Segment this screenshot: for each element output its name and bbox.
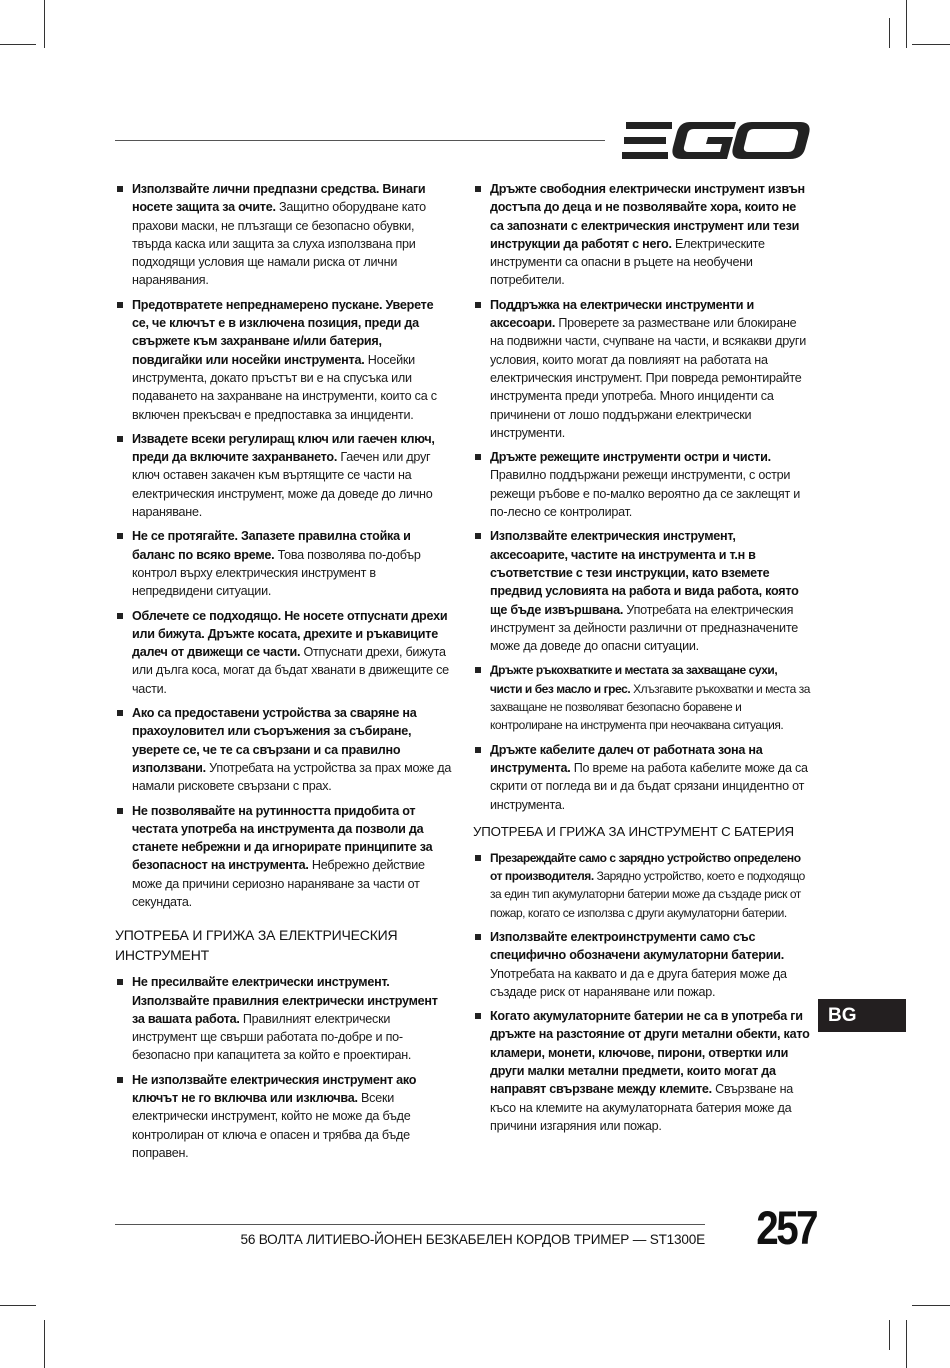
page-number: 257 xyxy=(756,1201,816,1254)
ego-logo-graphic xyxy=(620,116,812,166)
safety-bullet: Предотвратете непреднамерено пускане. Уверете се, че ключът е в изключена позиция, преди да свържете към захранване и/или батерия, повдигайки или носейки инструмента. Носейки инструмента, докато пръстът ви е на спусъка или подаването на захранване на инструменти, които са с включен прекъсвач е предпоставка за инциденти. xyxy=(115,296,453,424)
safety-bullet: Използвайте лични предпазни средства. Винаги носете защита за очите. Защитно оборудване като прахови маски, не плъзгащи се безопасно обувки, твърда каска или защита за слуха използвана при подходящи условия ще намали риска от лични наранявания. xyxy=(115,180,453,290)
safety-bullet: Ако са предоставени устройства за сваряне на прахоуловител или съоръжения за събиране, уверете се, че те са свързани и са правилно използвани. Употребата на устройства за прах може да намали рисковете свързани с прах. xyxy=(115,704,453,795)
left-column xyxy=(115,180,453,1168)
crop-mark xyxy=(0,44,36,45)
crop-mark xyxy=(0,1305,36,1306)
safety-bullet: Облечете се подходящо. Не носете отпуснати дрехи или бижута. Дръжте косата, дрехите и ръкавиците далеч от движещи се части. Отпуснати дрехи, бижута или дълга коса, могат да бъдат хванати в движещите се части. xyxy=(115,607,453,698)
crop-mark xyxy=(889,18,890,48)
crop-mark xyxy=(906,1320,907,1368)
safety-bullet: Презареждайте само с зарядно устройство определено от производителя. Зарядно устройство, което е подходящо за един тип акумулаторни батерии може да създаде риск от пожар, когато се използва с други акумулаторни батерии. xyxy=(473,849,811,922)
safety-bullet: Дръжте кабелите далеч от работната зона на инструмента. По време на работа кабелите може да са скрити от погледа ви и да бъдат срязани инцидентно от инструмента. xyxy=(473,741,811,814)
footer-product-line: 56 ВОЛТА ЛИТИЕВО-ЙОНЕН БЕЗКАБЕЛЕН КОРДОВ ТРИМЕР — ST1300E xyxy=(240,1232,705,1247)
language-tab: BG xyxy=(818,999,906,1032)
header-rule xyxy=(115,140,605,141)
section-heading-battery-tool-care: УПОТРЕБА И ГРИЖА ЗА ИНСТРУМЕНТ С БАТЕРИЯ xyxy=(473,823,794,839)
section-heading-power-tool-care: УПОТРЕБА И ГРИЖА ЗА ЕЛЕКТРИЧЕСКИЯ ИНСТРУМЕНТ xyxy=(115,927,398,964)
right-column xyxy=(473,180,811,1141)
crop-mark xyxy=(912,1305,950,1306)
safety-bullet: Използвайте електрическия инструмент, аксесоарите, частите на инструмента и т.н в съответствие с тези инструкции, като вземете предвид условията на работа и вида работа, която ще бъде извършвана. Употребата на електрическия инструмент за дейности различни от предназначените може да доведе до опасни ситуации. xyxy=(473,527,811,655)
safety-bullet: Когато акумулаторните батерии не са в употреба ги дръжте на разстояние от други метални обекти, като кламери, монети, ключове, пирони, отвертки или други малки метални предмети, които могат да направят свързване между клемите. Свързване на късо на клемите на акумулаторната батерия може да причини изгаряния или пожар. xyxy=(473,1007,811,1135)
crop-mark xyxy=(906,0,907,48)
safety-bullet: Поддръжка на електрически инструменти и аксесоари. Проверете за разместване или блокиране на подвижни части, счупване на части, и всякакви други условия, които могат да повлияят на работата на електрическия инструмент. При повреда ремонтирайте инструмента преди употреба. Много инциденти са причинени от лошо поддържани електрически инструменти. xyxy=(473,296,811,442)
safety-bullet: Не пресилвайте електрически инструмент. Използвайте правилния електрически инструмент за вашата работа. Правилният електрически инструмент ще свърши работата по-добре и по-безопасно при капацитета за който е проектиран. xyxy=(115,973,453,1064)
safety-bullet: Не позволявайте на рутинността придобита от честата употреба на инструмента да позволи да станете небрежни и да игнорирате принципите за безопасност на инструмента. Небрежно действие може да причини сериозно нараняване за части от секундата. xyxy=(115,802,453,912)
safety-bullet: Не се протягайте. Запазете правилна стойка и баланс по всяко време. Това позволява по-добър контрол върху електрическия инструмент в непредвидени ситуации. xyxy=(115,527,453,600)
brand-logo xyxy=(620,116,812,166)
safety-bullet: Дръжте режещите инструменти остри и чисти. Правилно поддържани режещи инструменти, с остри режещи ръбове е по-малко вероятно да се заклещят и по-лесно се контролират. xyxy=(473,448,811,521)
crop-mark xyxy=(889,1320,890,1350)
safety-bullet: Използвайте електроинструменти само със специфично обозначени акумулаторни батерии. Употребата на каквато и да е друга батерия може да създаде риск от нараняване или пожар. xyxy=(473,928,811,1001)
safety-bullet: Не използвайте електрическия инструмент ако ключът не го включва или изключва. Всеки електрически инструмент, който не може да бъде контролиран от ключа е опасен и трябва да бъде поправен. xyxy=(115,1071,453,1162)
crop-mark xyxy=(912,44,950,45)
safety-bullet: Извадете всеки регулиращ ключ или гаечен ключ, преди да включите захранването. Гаечен или друг ключ оставен закачен към въртящите се части на електрическия инструмент, може да доведе до лично нараняване. xyxy=(115,430,453,521)
safety-bullet: Дръжте свободния електрически инструмент извън достъпа до деца и не позволявайте хора, които не са запознати с електрическия инструмент или тези инструкции да работят с него. Електрическите инструменти са опасни в ръцете на необучени потребители. xyxy=(473,180,811,290)
footer-rule xyxy=(115,1224,705,1225)
safety-bullet: Дръжте ръкохватките и местата за захващане сухи, чисти и без масло и грес. Хлъзгавите ръкохватки и места за захващане не позволяват безопасно боравене и контролиране на инструмента при неочаквана ситуация. xyxy=(473,661,811,734)
crop-mark xyxy=(44,1320,45,1368)
crop-mark xyxy=(44,0,45,48)
